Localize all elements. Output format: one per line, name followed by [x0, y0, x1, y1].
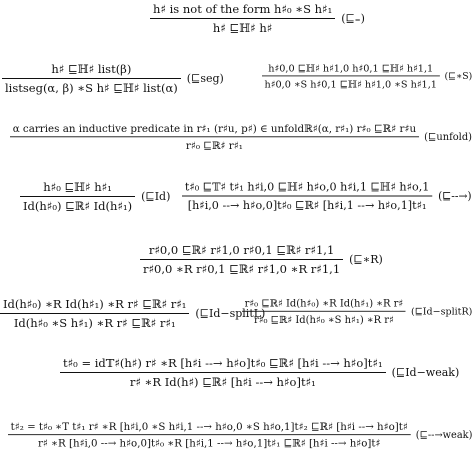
rule-label: (⊑Id−splitR)	[411, 305, 473, 317]
premise: r♯0,0 ⊑ℝ♯ r♯1,0 r♯0,1 ⊑ℝ♯ r♯1,1	[148, 243, 335, 257]
inference-rule	[10, 122, 419, 152]
premise: t♯₀ ⊑𝕋♯ t♯₁ h♯i,0 ⊑ℍ♯ h♯o,0 h♯i,1 ⊑ℍ♯ h♯o,1	[184, 180, 430, 194]
inference-rule	[242, 297, 406, 326]
rule-label: (⊑Id)	[141, 190, 171, 203]
rule-id	[20, 180, 170, 213]
rule-label: (⊑Id−weak)	[391, 366, 460, 379]
rule-id-weak	[60, 356, 459, 389]
rule-dashto	[182, 180, 472, 212]
rule-label: (⊑Id−splitL)	[195, 307, 266, 320]
conclusion: r♯ ∗R Id(h♯) ⊑ℝ♯ [h♯i --→ h♯o]t♯₁	[129, 375, 316, 389]
rule-label: (⊑₌)	[341, 12, 365, 25]
rule-starr	[140, 243, 383, 276]
conclusion: r♯₀ ⊑ℝ♯ Id(h♯₀ ∗S h♯₁) ∗R r♯	[253, 313, 394, 326]
premise: h♯ ⊑ℍ♯ list(β)	[51, 62, 132, 76]
premise: t♯₀ = id𝕋♯(h♯) r♯ ∗R [h♯i --→ h♯o]t♯₀ ⊑ℝ♯ [h♯i --→ h♯o]t♯₁	[63, 356, 383, 370]
conclusion: h♯0,0 ∗S h♯0,1 ⊑ℍ♯ h♯1,0 ∗S h♯1,1	[264, 78, 437, 90]
inference-rule	[140, 243, 343, 276]
rule-stars	[262, 62, 472, 90]
conclusion: r♯0,0 ∗R r♯0,1 ⊑ℝ♯ r♯1,0 ∗R r♯1,1	[143, 262, 341, 276]
conclusion: r♯₀ ⊑ℝ♯ r♯₁	[185, 139, 243, 152]
inference-rule	[60, 356, 386, 389]
conclusion: Id(h♯₀ ∗S h♯₁) ∗R r♯ ⊑ℝ♯ r♯₁	[13, 316, 176, 330]
rule-label: (⊑∗S)	[444, 70, 473, 82]
rule-id-split-l	[0, 297, 265, 330]
inference-rule	[2, 62, 181, 95]
rule-label: (⊑--→)	[438, 189, 472, 203]
premise: h♯0,0 ⊑ℍ♯ h♯1,0 h♯0,1 ⊑ℍ♯ h♯1,1	[268, 62, 434, 74]
inference-rule	[0, 297, 189, 330]
premise: t♯₂ = t♯₀ ∗T t♯₁ r♯ ∗R [h♯i,0 ∗S h♯i,1 --→ h♯o,0 ∗S h♯o,1]t♯₂ ⊑ℝ♯ [h♯i --→ h♯o]t♯	[10, 420, 408, 433]
rule-eq	[150, 2, 365, 35]
rule-unfold	[10, 122, 472, 152]
premise: r♯₀ ⊑ℝ♯ Id(h♯₀) ∗R Id(h♯₁) ∗R r♯	[244, 297, 404, 310]
premise: h♯₀ ⊑ℍ♯ h♯₁	[43, 180, 112, 194]
conclusion: Id(h♯₀) ⊑ℝ♯ Id(h♯₁)	[23, 199, 133, 213]
rule-dashto-weak	[8, 420, 472, 449]
inference-rule	[262, 62, 439, 90]
conclusion: listseg(α, β) ∗S h♯ ⊑ℍ♯ list(α)	[5, 81, 178, 95]
premise: h♯ is not of the form h♯₀ ∗S h♯₁	[153, 2, 333, 16]
rule-id-split-r	[242, 297, 472, 326]
inference-rule	[8, 420, 410, 449]
inference-rule	[150, 2, 335, 35]
premise: α carries an inductive predicate in r♯₁ (r♯u, p♯) ∈ unfoldℝ♯(α, r♯₁) r♯₀ ⊑ℝ♯ r♯u	[12, 122, 417, 135]
conclusion: [h♯i,0 --→ h♯o,0]t♯₀ ⊑ℝ♯ [h♯i,1 --→ h♯o,1]t♯₁	[187, 198, 427, 213]
conclusion: r♯ ∗R [h♯i,0 --→ h♯o,0]t♯₀ ∗R [h♯i,1 --→ h♯o,1]t♯₁ ⊑ℝ♯ [h♯i --→ h♯o]t♯	[38, 436, 381, 450]
conclusion: h♯ ⊑ℍ♯ h♯	[212, 21, 273, 35]
inference-rule	[182, 180, 432, 212]
rule-label: (⊑seg)	[186, 72, 224, 85]
rule-label: (⊑∗R)	[349, 253, 383, 266]
rule-seg	[2, 62, 224, 95]
rule-label: (⊑unfold)	[424, 130, 472, 143]
inference-rule	[20, 180, 135, 213]
rule-label: (⊑--→weak)	[415, 428, 473, 441]
premise: Id(h♯₀) ∗R Id(h♯₁) ∗R r♯ ⊑ℝ♯ r♯₁	[3, 297, 187, 311]
